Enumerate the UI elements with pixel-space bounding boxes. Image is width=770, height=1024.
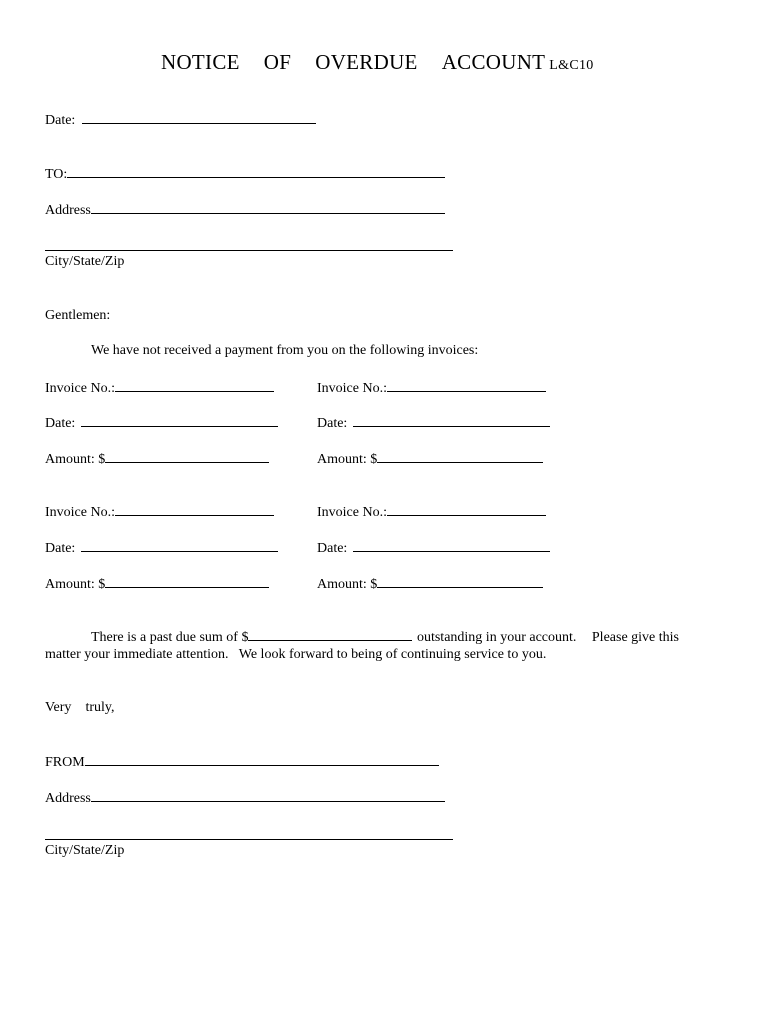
- page-title: [161, 50, 594, 78]
- title-word: NOTICE: [161, 50, 240, 74]
- title-word: OF: [263, 50, 292, 74]
- from-address-label: Address: [45, 791, 91, 806]
- past-due-text: Please give this: [591, 630, 679, 645]
- city-label: City/State/Zip: [45, 254, 125, 269]
- invoice-row: [45, 379, 274, 397]
- from-address-row: [45, 789, 445, 807]
- from-row: [45, 753, 439, 771]
- from-label: FROM: [45, 755, 85, 770]
- from-city-field[interactable]: [45, 839, 453, 840]
- address-row: [45, 201, 445, 219]
- invoice-date-label: Date:: [317, 541, 348, 556]
- closing-word: truly,: [85, 700, 115, 715]
- past-due-text: There is a past due sum of $: [91, 630, 249, 645]
- from-city-label: City/State/Zip: [45, 843, 125, 858]
- invoice-amount-label: Amount: $: [317, 452, 378, 467]
- to-label: TO:: [45, 167, 68, 182]
- invoice-field[interactable]: [387, 503, 546, 516]
- invoice-amount-label: Amount: $: [45, 452, 106, 467]
- invoice-label: Invoice No.:: [317, 381, 387, 396]
- invoice-date-row: [45, 539, 278, 557]
- from-field[interactable]: [85, 753, 439, 766]
- invoice-row: [317, 379, 546, 397]
- past-due-line-1: [91, 628, 679, 646]
- address-field[interactable]: [91, 201, 445, 214]
- to-row: [45, 165, 445, 183]
- invoice-date-row: [317, 414, 550, 432]
- invoice-date-field[interactable]: [81, 414, 278, 427]
- invoice-amount-field[interactable]: [105, 575, 269, 588]
- invoice-amount-field[interactable]: [377, 575, 543, 588]
- invoice-amount-label: Amount: $: [45, 577, 106, 592]
- to-field[interactable]: [67, 165, 445, 178]
- date-label: Date:: [45, 113, 76, 128]
- intro-text: We have not received a payment from you on the following invoices:: [91, 343, 479, 358]
- invoice-amount-row: [317, 450, 543, 468]
- invoice-field[interactable]: [115, 503, 274, 516]
- date-field[interactable]: [82, 111, 316, 124]
- invoice-field[interactable]: [115, 379, 274, 392]
- salutation: Gentlemen:: [45, 308, 111, 323]
- date-row: [45, 111, 316, 129]
- past-due-amount-field[interactable]: [248, 628, 412, 641]
- closing: [45, 700, 114, 716]
- invoice-label: Invoice No.:: [45, 505, 115, 520]
- form-code: L&C10: [549, 58, 594, 73]
- past-due-text: outstanding in your account.: [416, 630, 577, 645]
- invoice-amount-field[interactable]: [105, 450, 269, 463]
- invoice-date-label: Date:: [45, 416, 76, 431]
- invoice-amount-row: [45, 575, 269, 593]
- invoice-date-row: [317, 539, 550, 557]
- invoice-row: [317, 503, 546, 521]
- invoice-date-label: Date:: [317, 416, 348, 431]
- title-word: OVERDUE: [315, 50, 418, 74]
- city-field[interactable]: [45, 250, 453, 251]
- past-due-line-2: matter your immediate attention. We look forward to being of continuing service to you.: [45, 647, 547, 662]
- invoice-field[interactable]: [387, 379, 546, 392]
- invoice-date-field[interactable]: [81, 539, 278, 552]
- title-word: ACCOUNT: [441, 50, 546, 74]
- invoice-amount-label: Amount: $: [317, 577, 378, 592]
- invoice-date-row: [45, 414, 278, 432]
- invoice-amount-row: [45, 450, 269, 468]
- invoice-amount-field[interactable]: [377, 450, 543, 463]
- address-label: Address: [45, 203, 91, 218]
- invoice-label: Invoice No.:: [317, 505, 387, 520]
- from-address-field[interactable]: [91, 789, 445, 802]
- invoice-amount-row: [317, 575, 543, 593]
- invoice-label: Invoice No.:: [45, 381, 115, 396]
- closing-word: Very: [45, 700, 72, 715]
- invoice-date-field[interactable]: [353, 414, 550, 427]
- invoice-date-field[interactable]: [353, 539, 550, 552]
- invoice-row: [45, 503, 274, 521]
- invoice-date-label: Date:: [45, 541, 76, 556]
